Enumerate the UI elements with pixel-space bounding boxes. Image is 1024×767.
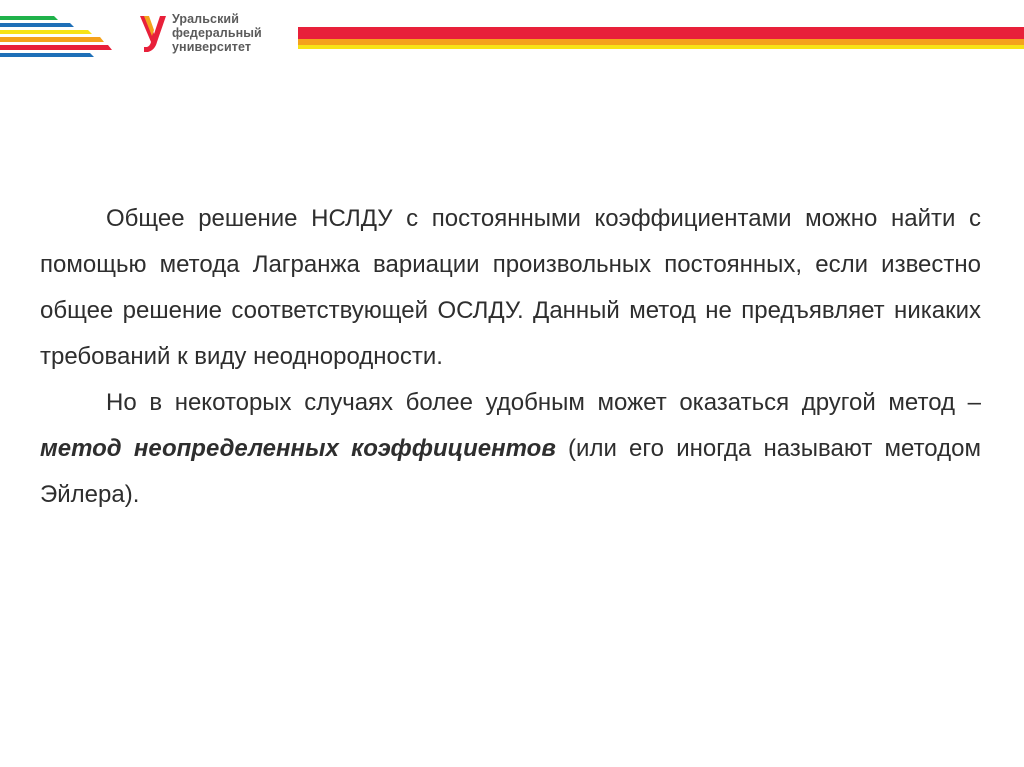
header [0, 0, 1024, 70]
paragraph-2-tail: (или его иногда называют методом Эйлера). [40, 435, 981, 508]
paragraph-2-lead: Но в некоторых случаях более удобным может оказаться другой метод – [106, 389, 981, 416]
paragraph-1: Общее решение НСЛДУ с постоянными коэффициентами можно найти с помощью метода Лагранжа вариации произвольных постоянных, если известно общее решение соответствующей ОСЛДУ. Данный метод не предъявляет никаких требований к виду неоднородности. [40, 205, 981, 370]
ural-university-logo-icon [138, 12, 168, 56]
paragraph-2 [40, 380, 981, 518]
method-term: метод неопределенных коэффициентов [40, 435, 556, 462]
logo-line-3: университет [172, 40, 252, 54]
university-name-logo [172, 12, 262, 54]
header-color-bar [298, 27, 1024, 51]
university-stripes-graphic [0, 14, 115, 64]
logo-line-2: федеральный [172, 26, 262, 40]
logo-line-1: Уральский [172, 12, 239, 26]
slide-body [40, 196, 981, 518]
